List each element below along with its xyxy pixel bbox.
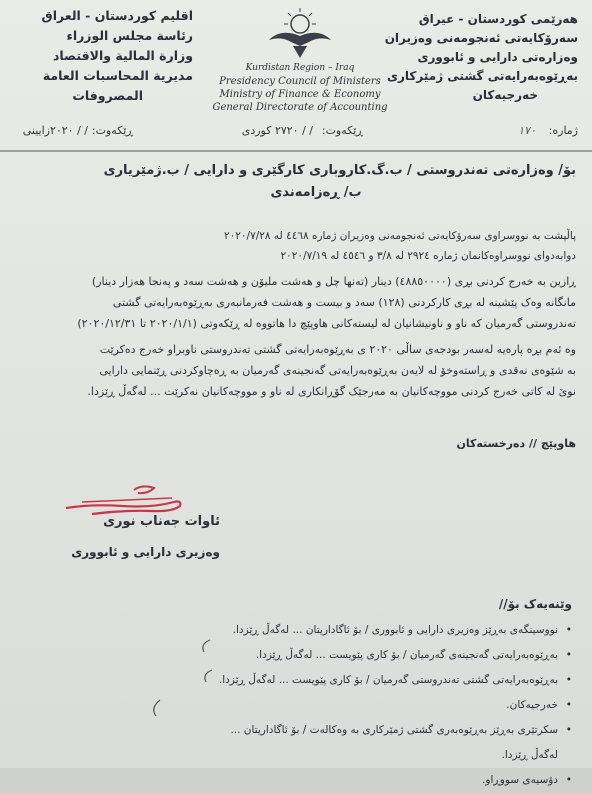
reference-line	[14, 122, 578, 144]
body-reference-2: دوابەدوای نووسراوەکانمان ژمارە ٢٩٢٤ لە ٣/٨ و ٤٥٤٦ لە ٢٠٢٠/٧/١٩	[280, 250, 576, 262]
header-english-line: Presidency Council of Ministers	[219, 76, 381, 87]
handwritten-mark-icon	[140, 630, 220, 720]
reference-date-value-2: / / ٢٠٢٠زايينى	[22, 124, 88, 137]
header-arabic-line: وزارة المالية والاقتصاد	[52, 48, 193, 63]
addressee-line: بۆ/ وەزارەتی تەندروستی / ب.گ.کاروباری کارگێری و دارایی / ب.ژمێریاری	[103, 163, 576, 178]
header-arabic-line: رئاسة مجلس الوزراء	[66, 28, 193, 43]
header-kurdish-line: خەرجیەکان	[472, 88, 538, 102]
header-kurdish-line: هەرێمی کوردستان - عیراق	[418, 12, 578, 26]
header-english-line: Kurdistan Region – Iraq	[245, 63, 355, 73]
header-arabic-line: مديرية المحاسبات العامة	[42, 68, 193, 83]
signatory-name: ئاوات جەناب نوری	[103, 514, 220, 529]
body-paragraph-line: مانگانە وەک پێشینە لە بڕی کارکردنی (١٢٨) سەد و بیست و هەشت فەرمانبەری بەڕێوەبەرایەتی گشتی	[112, 296, 576, 309]
header-arabic-line: اقليم كوردستان - العراق	[41, 8, 193, 23]
header-arabic	[18, 6, 193, 106]
cc-item: • بەڕێوەبەرایەتی گشتی تەندروستی گەرمیان / بۆ کاری پێویست ... لەگەڵ ڕێزدا.	[202, 668, 572, 693]
reference-date-value: / / ٢٧٢٠ كوردى	[241, 124, 313, 137]
reference-number-value: ١٧٠	[518, 124, 536, 137]
header-divider	[0, 150, 592, 152]
cc-item: • سکرتێری بەڕێز بەڕێوەبەری گشتی ژمێرکاری بە وەکالەت / بۆ ئاگاداریتان ... لەگەڵ ڕێزدا.	[202, 718, 572, 768]
header-english-line: General Directorate of Accounting	[212, 102, 388, 113]
body-reference-1: پاڵپشت بە نووسراوی سەرۆکایەتی ئەنجومەنی وەزیران ژمارە ٤٤٦٨ لە ٢٠٢٠/٧/٢٨	[224, 230, 576, 242]
cc-list	[202, 618, 572, 793]
cc-item: • خەرجیەکان.	[202, 693, 572, 718]
addressee-subject: ب/ ڕەزامەندی	[270, 185, 362, 200]
cc-item: • دۆسیەی سووڕاو.	[202, 768, 572, 793]
cc-item: • نووسینگەی بەڕێز وەزیری دارایی و ئابووری / بۆ ئاگاداریتان ... لەگەڵ ڕێزدا.	[202, 618, 572, 643]
cc-title: وێنەیەک بۆ//	[498, 597, 572, 611]
signatory-title: وەزیری دارایی و ئابووری	[71, 545, 220, 559]
header-kurdish-line: سەرۆکایەتی ئەنجومەنی وەزیران	[384, 31, 578, 45]
reference-number-label: ژمارە:	[548, 124, 578, 137]
header-kurdish	[378, 10, 578, 105]
reference-date-label: ڕێکەوت:	[321, 124, 363, 137]
header-english-line: Ministry of Finance & Economy	[219, 89, 381, 100]
body-paragraph-line: ڕازین بە خەرج کردنی بڕی (٤٨٨٥٠٠٠٠) دینار (تەنها چل و هەشت ملیۆن و هەشت سەد و پەنجا هەزار دینار)	[91, 275, 576, 288]
reference-date-label-2: ڕێکەوت:	[91, 124, 133, 137]
cc-item: • بەڕێوەبەرایەتی گەنجینەی گەرمیان / بۆ کاری پێویست ... لەگەڵ ڕێزدا.	[202, 643, 572, 668]
header-kurdish-line: بەڕێوەبەرایەتی گشتی ژمێرکاری	[387, 69, 578, 83]
attachment-note: هاوپێچ // دەرخستەکان	[456, 437, 576, 450]
header-arabic-line: المصروفات	[72, 88, 143, 103]
kurdistan-emblem-icon	[261, 10, 339, 62]
header-english	[205, 10, 395, 114]
header-kurdish-line: وەزارەتی دارایی و ئابووری	[417, 50, 578, 64]
body-paragraph-line: بە شێوەی نەقدی و ڕاستەوخۆ لە لایەن بەڕێوەبەرایەتی گەنجینەی گەرمیان بە ڕەچاوکردنی ڕێنمایی دارایی	[99, 364, 576, 377]
body-paragraph-line: وە ئەم بڕە پارەیە لەسەر بودجەی ساڵی ٢٠٢٠ ی بەڕێوەبەرایەتی گشتی تەندروستی ناوبراو خەرج دەکرێت	[99, 343, 576, 356]
addressee-block	[16, 160, 576, 204]
body-paragraph-line: نوێ لە کاتی خەرج کردنی مووچەکانیان بە مەرجێک گۆڕانکاری لە ناو و مووچەکانیان نەکرێت ... لەگەڵ ڕێزدا.	[87, 385, 576, 398]
body-paragraph-line: تەندروستی گەرمیان کە ناو و ناونیشانیان لە لیستەکانی هاوپێچ دا هاتووە لە ڕێکەوتی (٢٠٢٠/١/١ تا ٢٠٢٠/١٢/٣١)	[77, 317, 576, 330]
